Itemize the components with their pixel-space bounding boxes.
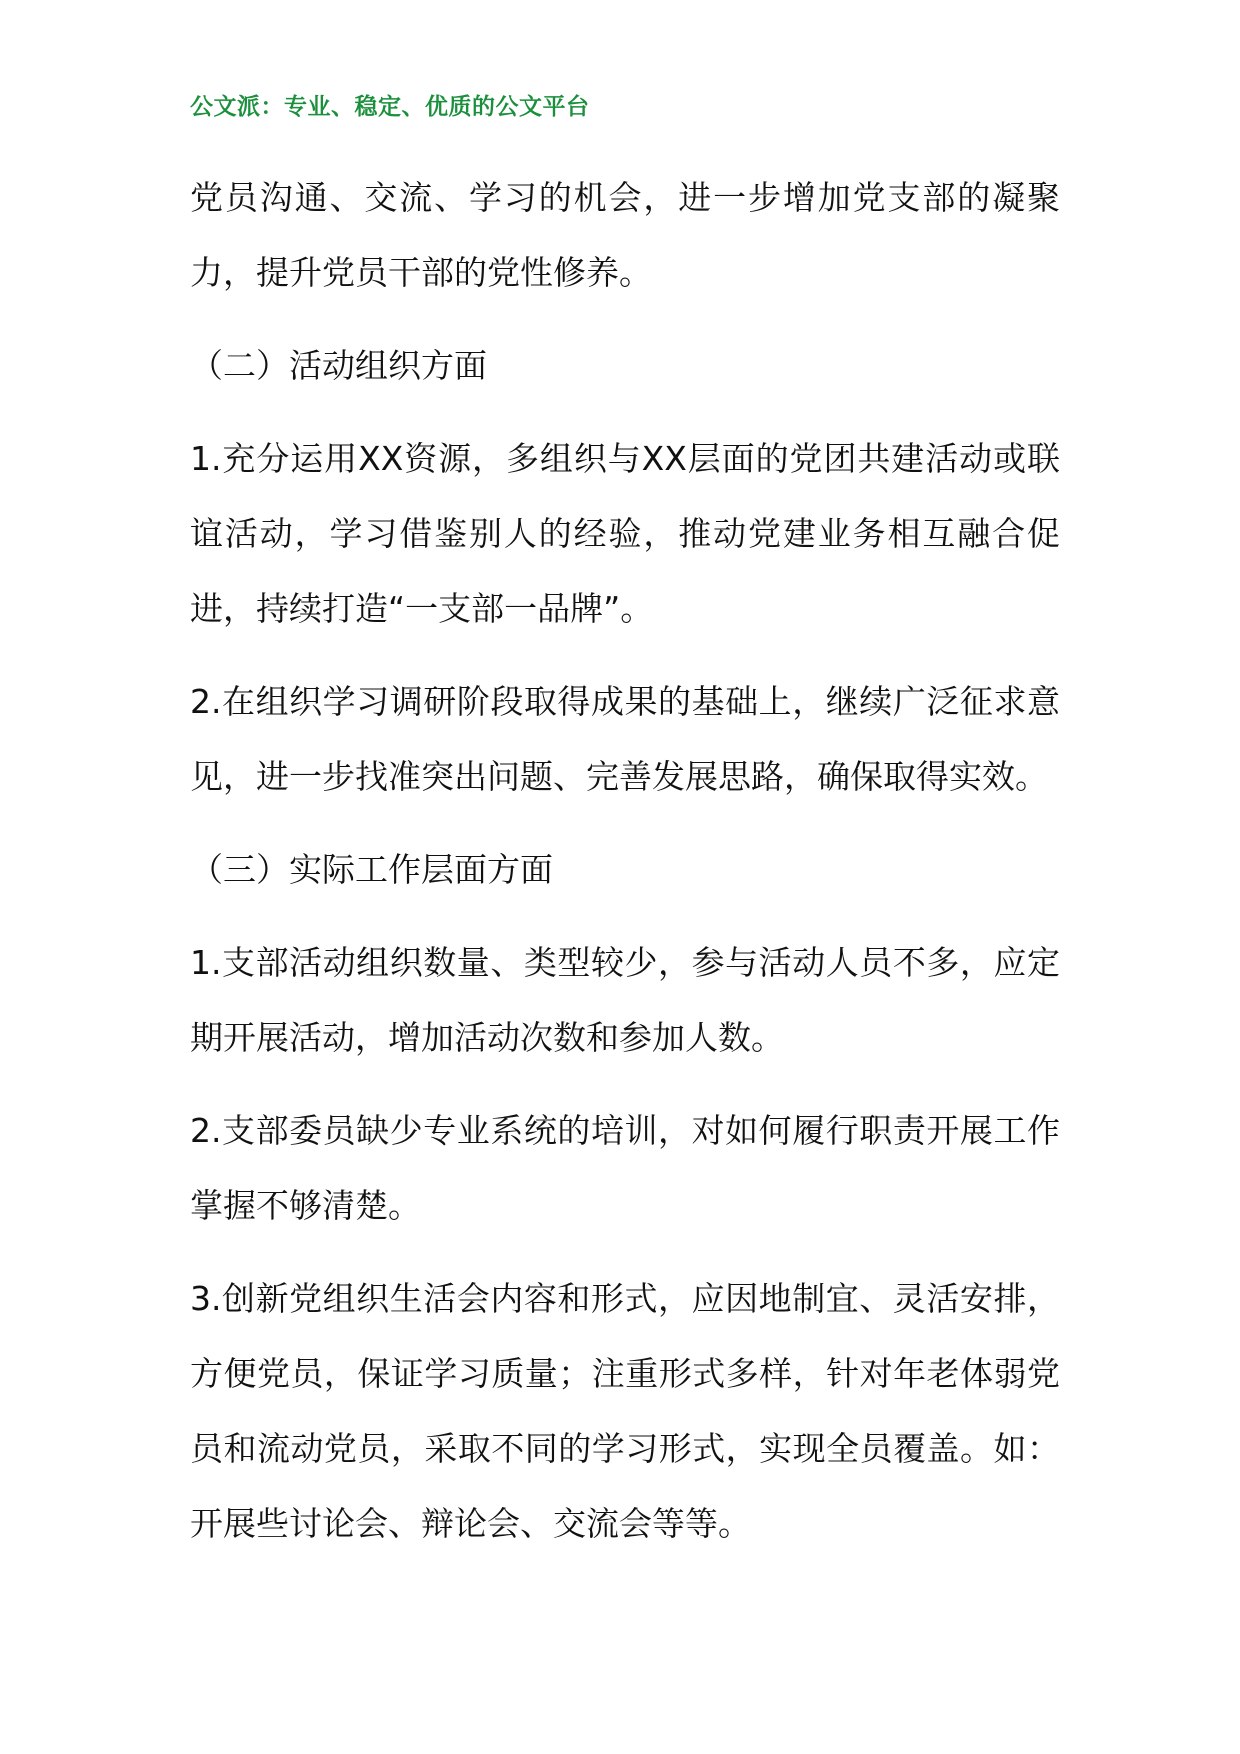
paragraph-continuation: 党员沟通、交流、学习的机会，进一步增加党支部的凝聚力，提升党员干部的党性修养。 — [190, 178, 1060, 292]
paragraph-activity-item-2: 2.在组织学习调研阶段取得成果的基础上，继续广泛征求意见，进一步找准突出问题、完善发展思路，确保取得实效。 — [190, 682, 1060, 796]
document-body — [190, 160, 1060, 1579]
section-heading-activity-organization: （二）活动组织方面 — [190, 346, 487, 385]
paragraph-activity-item-1: 1.充分运用XX资源，多组织与XX层面的党团共建活动或联谊活动，学习借鉴别人的经验，推动党建业务相互融合促进，持续打造“一支部一品牌”。 — [190, 439, 1060, 628]
paragraph-practical-item-2: 2.支部委员缺少专业系统的培训，对如何履行职责开展工作掌握不够清楚。 — [190, 1111, 1060, 1225]
paragraph-practical-item-1: 1.支部活动组织数量、类型较少，参与活动人员不多，应定期开展活动，增加活动次数和参加人数。 — [190, 943, 1060, 1057]
paragraph-practical-item-3: 3.创新党组织生活会内容和形式，应因地制宜、灵活安排，方便党员，保证学习质量；注重形式多样，针对年老体弱党员和流动党员，采取不同的学习形式，实现全员覆盖。如：开展些讨论会、辩论会、交流会等等。 — [190, 1279, 1060, 1543]
page-header: 公文派：专业、稳定、优质的公文平台 — [190, 94, 590, 120]
section-heading-practical-work: （三）实际工作层面方面 — [190, 850, 553, 889]
